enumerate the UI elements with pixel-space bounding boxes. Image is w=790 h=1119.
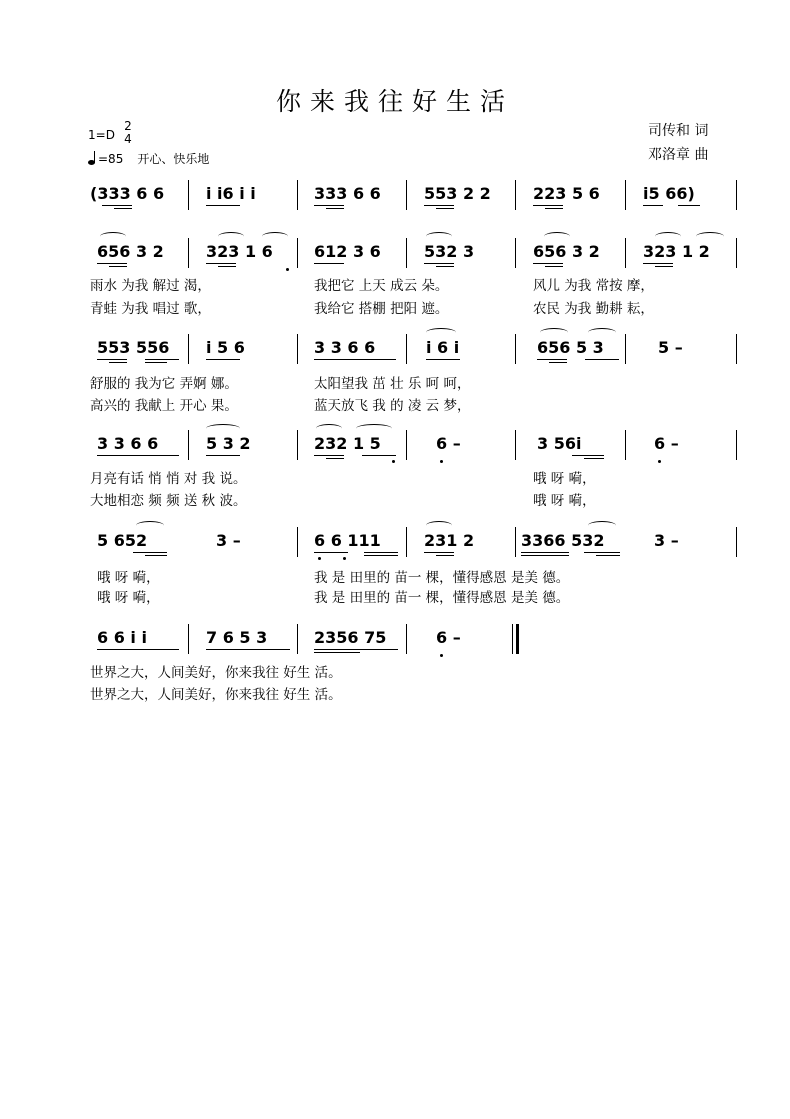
barline — [406, 238, 407, 268]
time-signature-top: 2 — [124, 119, 132, 133]
beam — [362, 455, 396, 456]
measure: 223 5 6 — [533, 184, 600, 203]
beam — [545, 208, 563, 209]
beam — [97, 649, 179, 650]
final-barline-thin — [512, 624, 513, 654]
barline — [625, 238, 626, 268]
measure: 656 3 2 — [97, 242, 164, 261]
beam — [206, 455, 240, 456]
low-octave-dot — [440, 460, 443, 463]
measure: 6 – — [436, 434, 461, 453]
low-octave-dot — [658, 460, 661, 463]
beam — [436, 208, 454, 209]
beam — [145, 359, 179, 360]
lyric-line: 哦 呀 嗬， — [97, 590, 160, 606]
beam — [97, 263, 127, 264]
lyric-line: 哦 呀 嗬， — [533, 493, 596, 509]
slur — [426, 521, 452, 530]
beam — [426, 359, 460, 360]
barline — [736, 180, 737, 210]
slur — [426, 232, 452, 241]
measure: 5 3 2 — [206, 434, 251, 453]
measure: 3 – — [654, 531, 679, 550]
slur — [588, 521, 616, 530]
slur — [316, 424, 342, 433]
beam — [145, 555, 167, 556]
beam — [521, 552, 569, 553]
measure: 323 1 6 — [206, 242, 273, 261]
slur — [696, 232, 724, 241]
beam — [364, 555, 398, 556]
beam — [206, 205, 240, 206]
measure: i5 66) — [643, 184, 695, 203]
low-octave-dot — [318, 557, 321, 560]
beam — [436, 555, 454, 556]
lyric-line: 大地相恋 频 频 送 秋 波。 — [90, 493, 247, 509]
barline — [188, 334, 189, 364]
barline — [297, 180, 298, 210]
barline — [625, 334, 626, 364]
measure: 553 556 — [97, 338, 170, 357]
beam — [596, 555, 620, 556]
barline — [736, 334, 737, 364]
barline — [406, 527, 407, 557]
beam — [206, 359, 240, 360]
beam — [109, 266, 127, 267]
key-signature: 1=D — [88, 128, 115, 142]
lyric-line: 风儿 为我 常按 摩， — [533, 278, 654, 294]
beam — [97, 359, 127, 360]
barline — [736, 430, 737, 460]
beam — [133, 552, 167, 553]
measure: 612 3 6 — [314, 242, 381, 261]
beam — [109, 362, 127, 363]
barline — [188, 624, 189, 654]
lyric-line: 青蛙 为我 唱过 歌， — [90, 301, 211, 317]
lyric-line: 雨水 为我 解过 渴， — [90, 278, 211, 294]
slur — [544, 232, 570, 241]
measure: 6 – — [654, 434, 679, 453]
time-signature-bottom: 4 — [124, 132, 132, 146]
tempo-marking — [88, 150, 209, 167]
barline — [515, 180, 516, 210]
slur — [262, 232, 288, 241]
lyric-line: 哦 呀 嗬， — [97, 570, 160, 586]
low-octave-dot — [286, 268, 289, 271]
beam — [537, 359, 567, 360]
barline — [625, 430, 626, 460]
barline — [736, 238, 737, 268]
quarter-note-icon — [88, 153, 98, 165]
beam — [643, 205, 663, 206]
measure: 6 6 111 — [314, 531, 381, 550]
slur — [426, 328, 456, 337]
barline — [188, 180, 189, 210]
measure: i 6 i — [426, 338, 460, 357]
beam — [549, 362, 567, 363]
beam — [314, 455, 344, 456]
barline — [515, 238, 516, 268]
composer-credit: 邓洛章 曲 — [648, 147, 709, 163]
beam — [584, 552, 620, 553]
beam — [206, 263, 236, 264]
beam — [678, 205, 700, 206]
beam — [572, 455, 604, 456]
lyric-line: 我 是 田里的 苗一 棵，懂得感恩 是美 德。 — [314, 590, 570, 606]
beam — [436, 266, 454, 267]
beam — [97, 455, 179, 456]
barline — [406, 180, 407, 210]
measure: 6 6 i i — [97, 628, 147, 647]
beam — [314, 205, 344, 206]
beam — [655, 266, 673, 267]
beam — [424, 263, 454, 264]
lyric-line: 舒服的 我为它 弄婀 娜。 — [90, 376, 238, 392]
measure: 5 – — [658, 338, 683, 357]
lyric-line: 农民 为我 勤耕 耘， — [533, 301, 654, 317]
slur — [356, 424, 392, 433]
tempo-value: =85 — [98, 152, 124, 166]
lyric-line: 哦 呀 嗬， — [533, 471, 596, 487]
beam — [545, 266, 563, 267]
lyric-line: 高兴的 我献上 开心 果。 — [90, 398, 238, 414]
slur — [206, 424, 240, 433]
beam — [314, 359, 396, 360]
low-octave-dot — [392, 460, 395, 463]
slur — [655, 232, 681, 241]
measure: 3 – — [216, 531, 241, 550]
measure: 3 3 6 6 — [314, 338, 376, 357]
beam — [643, 263, 673, 264]
beam — [314, 263, 344, 264]
measure: 2356 75 — [314, 628, 387, 647]
lyric-line: 月亮有话 悄 悄 对 我 说。 — [90, 471, 247, 487]
slur — [588, 328, 616, 337]
beam — [326, 208, 344, 209]
measure: 3 56i — [537, 434, 582, 453]
beam — [585, 359, 619, 360]
slur — [218, 232, 244, 241]
barline — [297, 334, 298, 364]
time-signature — [122, 120, 134, 146]
measure: 553 2 2 — [424, 184, 491, 203]
lyric-line: 我给它 搭棚 把阳 遮。 — [314, 301, 449, 317]
slur — [100, 232, 126, 241]
beam — [114, 208, 132, 209]
measure: (333 6 6 — [90, 184, 165, 203]
measure: 231 2 — [424, 531, 475, 550]
slur — [136, 521, 164, 530]
low-octave-dot — [440, 654, 443, 657]
final-barline-thick — [516, 624, 519, 654]
measure: 656 3 2 — [533, 242, 600, 261]
barline — [515, 334, 516, 364]
beam — [533, 205, 563, 206]
barline — [297, 430, 298, 460]
beam — [424, 552, 454, 553]
measure: 323 1 2 — [643, 242, 710, 261]
beam — [424, 205, 454, 206]
low-octave-dot — [343, 557, 346, 560]
barline — [297, 238, 298, 268]
barline — [406, 334, 407, 364]
barline — [515, 430, 516, 460]
measure: 532 3 — [424, 242, 475, 261]
beam — [326, 458, 344, 459]
beam — [218, 266, 236, 267]
barline — [736, 527, 737, 557]
expression-mark: 开心、快乐地 — [137, 152, 210, 166]
song-title: 你来我往好生活 — [275, 87, 514, 116]
barline — [406, 430, 407, 460]
barline — [406, 624, 407, 654]
beam — [521, 555, 569, 556]
barline — [188, 238, 189, 268]
lyric-line: 蓝天放飞 我 的 凌 云 梦， — [314, 398, 471, 414]
barline — [515, 527, 516, 557]
measure: i i6 i i — [206, 184, 256, 203]
barline — [297, 527, 298, 557]
barline — [297, 624, 298, 654]
beam — [533, 263, 563, 264]
lyric-line: 我把它 上天 成云 朵。 — [314, 278, 449, 294]
measure: 5 652 — [97, 531, 148, 550]
beam — [145, 362, 167, 363]
lyricist-credit: 司传和 词 — [648, 123, 709, 139]
measure: 7 6 5 3 — [206, 628, 268, 647]
lyric-line: 我 是 田里的 苗一 棵，懂得感恩 是美 德。 — [314, 570, 570, 586]
beam — [314, 652, 360, 653]
lyric-line: 世界之大，人间美好，你来我往 好生 活。 — [90, 665, 342, 681]
measure: 6 – — [436, 628, 461, 647]
barline — [188, 430, 189, 460]
beam — [584, 458, 604, 459]
measure: 3366 532 — [521, 531, 605, 550]
beam — [314, 552, 348, 553]
measure: 232 1 5 — [314, 434, 381, 453]
beam — [206, 649, 290, 650]
lyric-line: 太阳望我 茁 壮 乐 呵 呵， — [314, 376, 471, 392]
barline — [625, 180, 626, 210]
measure: 333 6 6 — [314, 184, 381, 203]
beam — [102, 205, 132, 206]
slur — [540, 328, 568, 337]
measure: 3 3 6 6 — [97, 434, 159, 453]
beam — [314, 649, 398, 650]
beam — [364, 552, 398, 553]
measure: 656 5 3 — [537, 338, 604, 357]
measure: i 5 6 — [206, 338, 245, 357]
lyric-line: 世界之大，人间美好，你来我往 好生 活。 — [90, 687, 342, 703]
